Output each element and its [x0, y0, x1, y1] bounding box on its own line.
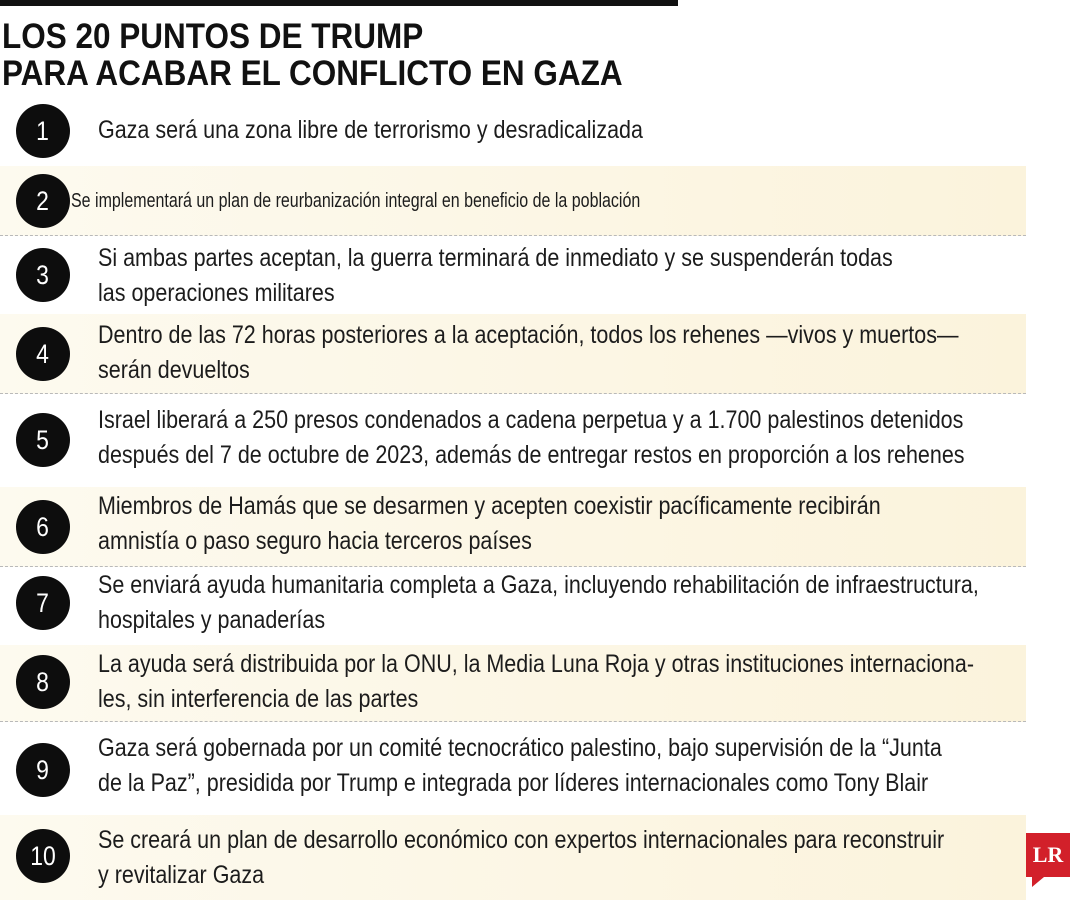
point-row-10	[0, 815, 1026, 900]
point-row-4	[0, 314, 1026, 394]
point-row-6	[0, 487, 1026, 567]
point-number-badge: 5	[16, 413, 70, 467]
point-text: Si ambas partes aceptan, la guerra terminará de inmediato y se suspenderán todas las operaciones militares	[98, 244, 893, 307]
top-rule	[0, 0, 678, 6]
point-number-badge: 2	[16, 174, 70, 228]
page-title	[2, 18, 623, 92]
point-row-7	[0, 566, 1026, 646]
point-row-8	[0, 645, 1026, 722]
point-row-3	[0, 235, 1026, 315]
point-row-9	[0, 721, 1026, 816]
point-text: La ayuda será distribuida por la ONU, la Media Luna Roja y otras instituciones internaciona- les, sin interferencia de las partes	[98, 650, 975, 713]
point-row-5	[0, 393, 1026, 488]
point-number-badge: 3	[16, 248, 70, 302]
point-number-badge: 10	[16, 829, 70, 883]
title-line-1: LOS 20 PUNTOS DE TRUMP	[2, 17, 424, 56]
point-text: Gaza será gobernada por un comité tecnocrático palestino, bajo supervisión de la “Junta de la Paz”, presidida por Trump e integrada por líderes internacionales como Tony Blair	[98, 734, 942, 797]
point-row-1	[0, 96, 1026, 167]
point-number-badge: 7	[16, 576, 70, 630]
title-line-2: PARA ACABAR EL CONFLICTO EN GAZA	[2, 54, 623, 93]
point-text: Se creará un plan de desarrollo económico con expertos internacionales para reconstruir y revitalizar Gaza	[98, 826, 945, 889]
point-number-badge: 4	[16, 327, 70, 381]
point-number-badge: 8	[16, 655, 70, 709]
point-text: Gaza será una zona libre de terrorismo y desradicalizada	[98, 116, 643, 144]
point-text: Miembros de Hamás que se desarmen y acepten coexistir pacíficamente recibirán amnistía o paso seguro hacia terceros países	[98, 492, 881, 555]
point-number-badge: 1	[16, 104, 70, 158]
point-text: Se enviará ayuda humanitaria completa a Gaza, incluyendo rehabilitación de infraestructura, hospitales y panaderías	[98, 571, 979, 634]
point-text: Se implementará un plan de reurbanización integral en beneficio de la población	[71, 190, 641, 212]
lr-logo: LR	[1026, 833, 1070, 877]
point-text: Israel liberará a 250 presos condenados a cadena perpetua y a 1.700 palestinos detenidos después del 7 de octubre de 2023, además de entregar restos en proporción a los rehenes	[98, 406, 965, 469]
point-number-badge: 9	[16, 743, 70, 797]
point-number-badge: 6	[16, 500, 70, 554]
point-text: Dentro de las 72 horas posteriores a la aceptación, todos los rehenes —vivos y muertos— serán devueltos	[98, 321, 959, 384]
point-row-2	[0, 166, 1026, 236]
